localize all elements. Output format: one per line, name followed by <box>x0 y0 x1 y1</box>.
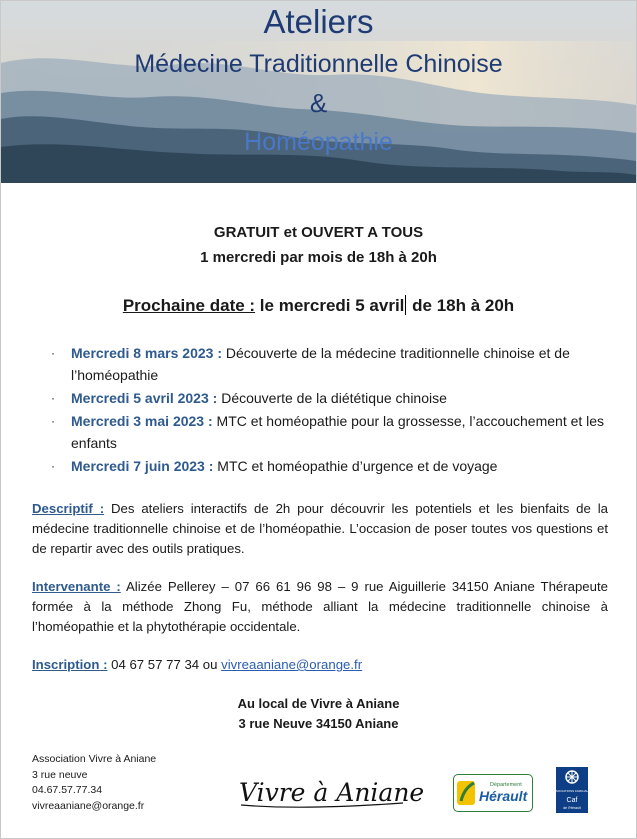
herault-dept-text: Département <box>490 782 522 788</box>
speaker-text: Alizée Pellerey – 07 66 61 96 98 – 9 rue Aiguillerie 34150 Aniane Thérapeute formée à la méthode Zhong Fu, méthode alliant la médecine traditionnelle chinoise à l’homéopathie et la phytothérapie occidentale. <box>32 579 608 634</box>
caf-assoc-text: ASSOCIATIONS FAMILIALES <box>551 789 593 793</box>
bullet-icon: · <box>51 346 55 360</box>
list-item <box>51 455 611 477</box>
vivre-a-aniane-logo <box>237 774 425 810</box>
assoc-name: Association Vivre à Aniane <box>32 753 157 765</box>
description-label: Descriptif : <box>32 501 105 516</box>
session-date: Mercredi 3 mai 2023 : <box>71 413 213 429</box>
next-date-label: Prochaine date : <box>122 296 256 315</box>
next-date <box>1 295 636 316</box>
registration-phone: 04 67 57 77 34 ou <box>107 657 222 672</box>
bullet-icon: · <box>51 459 55 473</box>
registration-label: Inscription : <box>32 657 108 672</box>
session-topic: Découverte de la médecine traditionnelle chinoise et de l’homéopathie <box>71 345 570 383</box>
title-mtc: Médecine Traditionnelle Chinoise <box>134 50 503 78</box>
session-date: Mercredi 8 mars 2023 : <box>71 345 222 361</box>
location-line-1: Au local de Vivre à Aniane <box>237 696 400 711</box>
session-list <box>51 342 611 478</box>
association-address <box>32 752 156 814</box>
frequency-text: 1 mercredi par mois de 18h à 20h <box>200 249 437 266</box>
header-banner <box>1 1 636 183</box>
session-topic: MTC et homéopathie pour la grossesse, l’accouchement et les enfants <box>71 413 605 451</box>
session-topic: MTC et homéopathie d’urgence et de voyage <box>213 458 498 474</box>
session-date: Mercredi 5 avril 2023 : <box>71 390 218 406</box>
title-ateliers: Ateliers <box>263 3 374 40</box>
next-date-value: le mercredi 5 avril <box>255 296 405 315</box>
registration-paragraph <box>32 655 608 675</box>
assoc-email: vivreaaniane@orange.fr <box>32 799 145 812</box>
title-homeopathie: Homéopathie <box>244 128 393 156</box>
session-topic: Découverte de la diététique chinoise <box>217 390 447 406</box>
description-text: Des ateliers interactifs de 2h pour découvrir les potentiels et les bienfaits de la médecine traditionnelle chinoise et de l’homéopathie. L’occasion de poser toutes vos questions et de repartir avec des outils pratiques. <box>32 501 608 556</box>
assoc-phone: 04.67.57.77.34 <box>32 784 103 796</box>
caf-herault-text: de l'Hérault <box>563 806 581 810</box>
speaker-paragraph <box>32 577 608 637</box>
caf-udaf-logo <box>551 767 593 813</box>
caf-text: Caf <box>566 797 578 804</box>
description-paragraph <box>32 499 608 559</box>
list-item <box>51 342 611 386</box>
title-ampersand: & <box>309 88 328 118</box>
free-open-text: GRATUIT et OUVERT A TOUS <box>213 224 424 241</box>
bullet-icon: · <box>51 391 55 405</box>
next-date-hours: de 18h à 20h <box>407 296 515 315</box>
list-item <box>51 387 611 409</box>
list-item <box>51 410 611 454</box>
bullet-icon: · <box>51 414 55 428</box>
registration-email-link[interactable]: vivreaaniane@orange.fr <box>221 657 363 672</box>
vivre-logo-text: Vivre à Aniane <box>239 778 425 807</box>
herault-department-logo <box>453 774 533 812</box>
assoc-street: 3 rue neuve <box>32 768 88 781</box>
speaker-label: Intervenante : <box>32 579 121 594</box>
herault-text: Hérault <box>479 788 528 804</box>
session-date: Mercredi 7 juin 2023 : <box>71 458 214 474</box>
location-line-2: 3 rue Neuve 34150 Aniane <box>238 716 399 731</box>
